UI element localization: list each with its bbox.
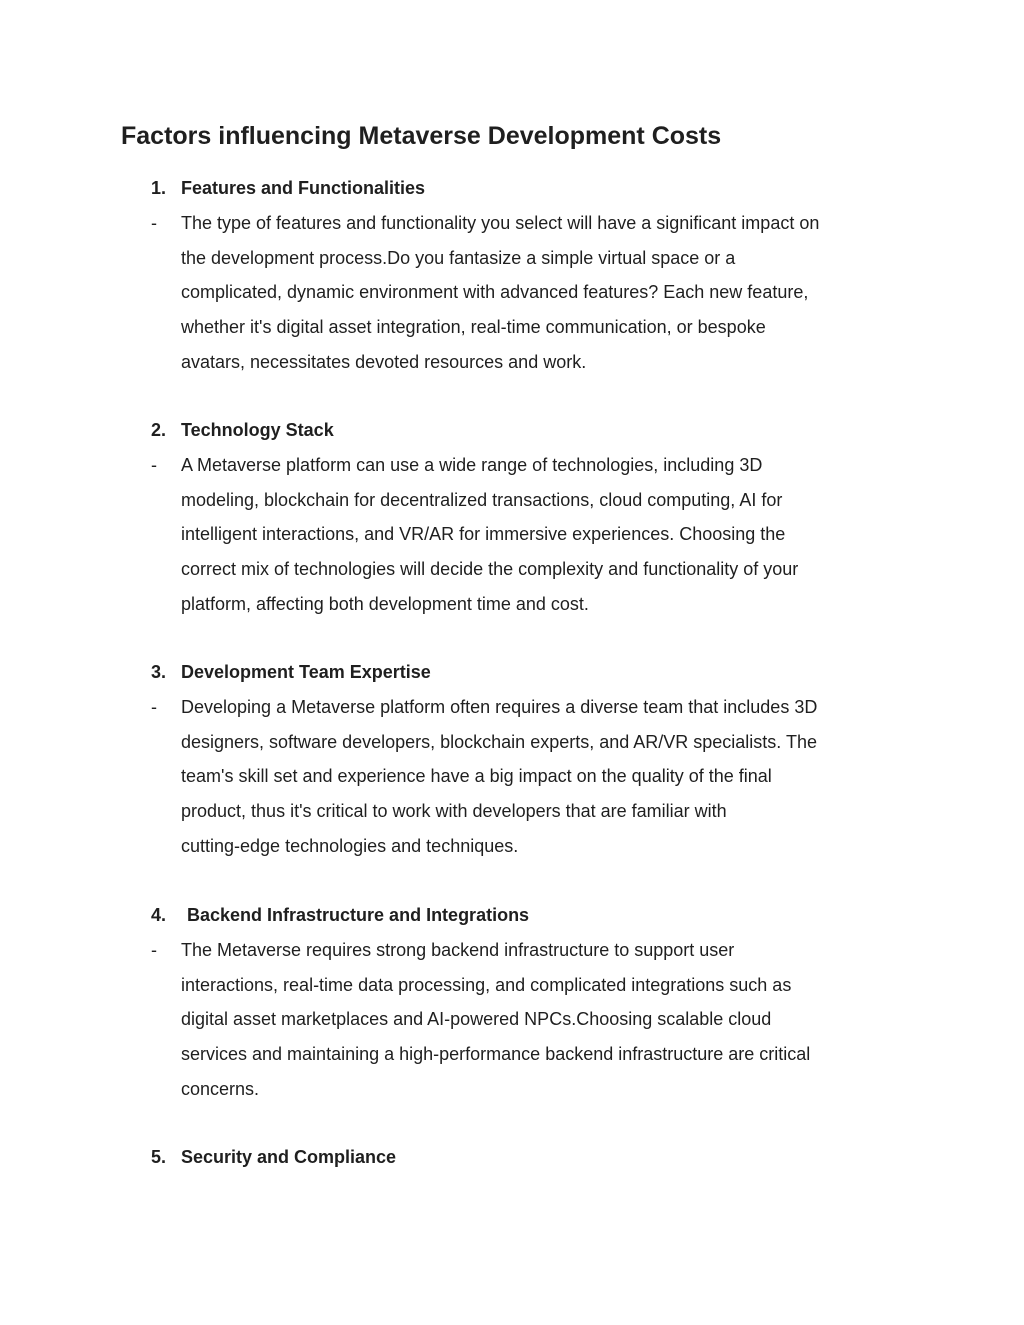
section-security-and-compliance (0, 1140, 1024, 1175)
section-features-and-functionalities (0, 171, 1024, 380)
section-heading (0, 171, 1024, 206)
paragraph-line: complicated, dynamic environment with advanced features? Each new feature, (181, 282, 809, 303)
section-backend-infrastructure (0, 898, 1024, 1107)
paragraph-line: The Metaverse requires strong backend infrastructure to support user (181, 940, 735, 960)
section-title: Technology Stack (181, 420, 334, 440)
paragraph-line: product, thus it's critical to work with developers that are familiar with (181, 801, 727, 822)
paragraph-line: platform, affecting both development time and cost. (181, 593, 589, 614)
paragraph-line: whether it's digital asset integration, real-time communication, or bespoke (181, 317, 766, 338)
section-number: 5. (151, 1147, 167, 1167)
section-body (0, 206, 1024, 380)
paragraph-line: team's skill set and experience have a big impact on the quality of the final (181, 766, 772, 787)
section-heading (0, 898, 1024, 933)
section-number: 3. (151, 662, 167, 682)
section-title: Features and Functionalities (181, 178, 426, 198)
paragraph-line: digital asset marketplaces and AI-powered NPCs.Choosing scalable cloud (181, 1009, 772, 1030)
section-body (0, 448, 1024, 622)
paragraph-line: cutting-edge technologies and techniques. (181, 835, 519, 856)
paragraph-line: intelligent interactions, and VR/AR for immersive experiences. Choosing the (181, 524, 786, 545)
section-number: 2. (151, 420, 167, 440)
section-body (0, 933, 1024, 1107)
section-number: 1. (151, 178, 167, 198)
paragraph-line: correct mix of technologies will decide the complexity and functionality of your (181, 559, 799, 580)
paragraph (181, 690, 901, 864)
bullet-dash: - (151, 940, 157, 960)
paragraph-line: Developing a Metaverse platform often requires a diverse team that includes 3D (181, 697, 818, 717)
section-body (0, 690, 1024, 864)
section-technology-stack (0, 413, 1024, 622)
bullet-dash: - (151, 213, 157, 233)
paragraph (181, 206, 901, 380)
paragraph (181, 448, 901, 622)
paragraph (181, 933, 901, 1107)
bullet-dash: - (151, 697, 157, 717)
section-title: Development Team Expertise (181, 662, 431, 682)
paragraph-line: A Metaverse platform can use a wide range of technologies, including 3D (181, 455, 763, 475)
section-heading (0, 1140, 1024, 1175)
section-title: Security and Compliance (181, 1147, 397, 1167)
paragraph-line: concerns. (181, 1078, 260, 1099)
bullet-dash: - (151, 455, 157, 475)
section-title: Backend Infrastructure and Integrations (187, 905, 530, 925)
paragraph-line: The type of features and functionality you select will have a significant impact on (181, 213, 820, 233)
section-heading (0, 413, 1024, 448)
page-title: Factors influencing Metaverse Development Costs (121, 122, 722, 150)
section-heading (0, 655, 1024, 690)
paragraph-line: designers, software developers, blockchain experts, and AR/VR specialists. The (181, 731, 817, 752)
section-number: 4. (151, 905, 167, 925)
section-development-team-expertise (0, 655, 1024, 864)
paragraph-line: avatars, necessitates devoted resources and work. (181, 351, 587, 372)
paragraph-line: interactions, real-time data processing, and complicated integrations such as (181, 974, 792, 995)
paragraph-line: the development process.Do you fantasize a simple virtual space or a (181, 247, 736, 268)
paragraph-line: modeling, blockchain for decentralized transactions, cloud computing, AI for (181, 489, 783, 510)
paragraph-line: services and maintaining a high-performance backend infrastructure are critical (181, 1044, 811, 1065)
